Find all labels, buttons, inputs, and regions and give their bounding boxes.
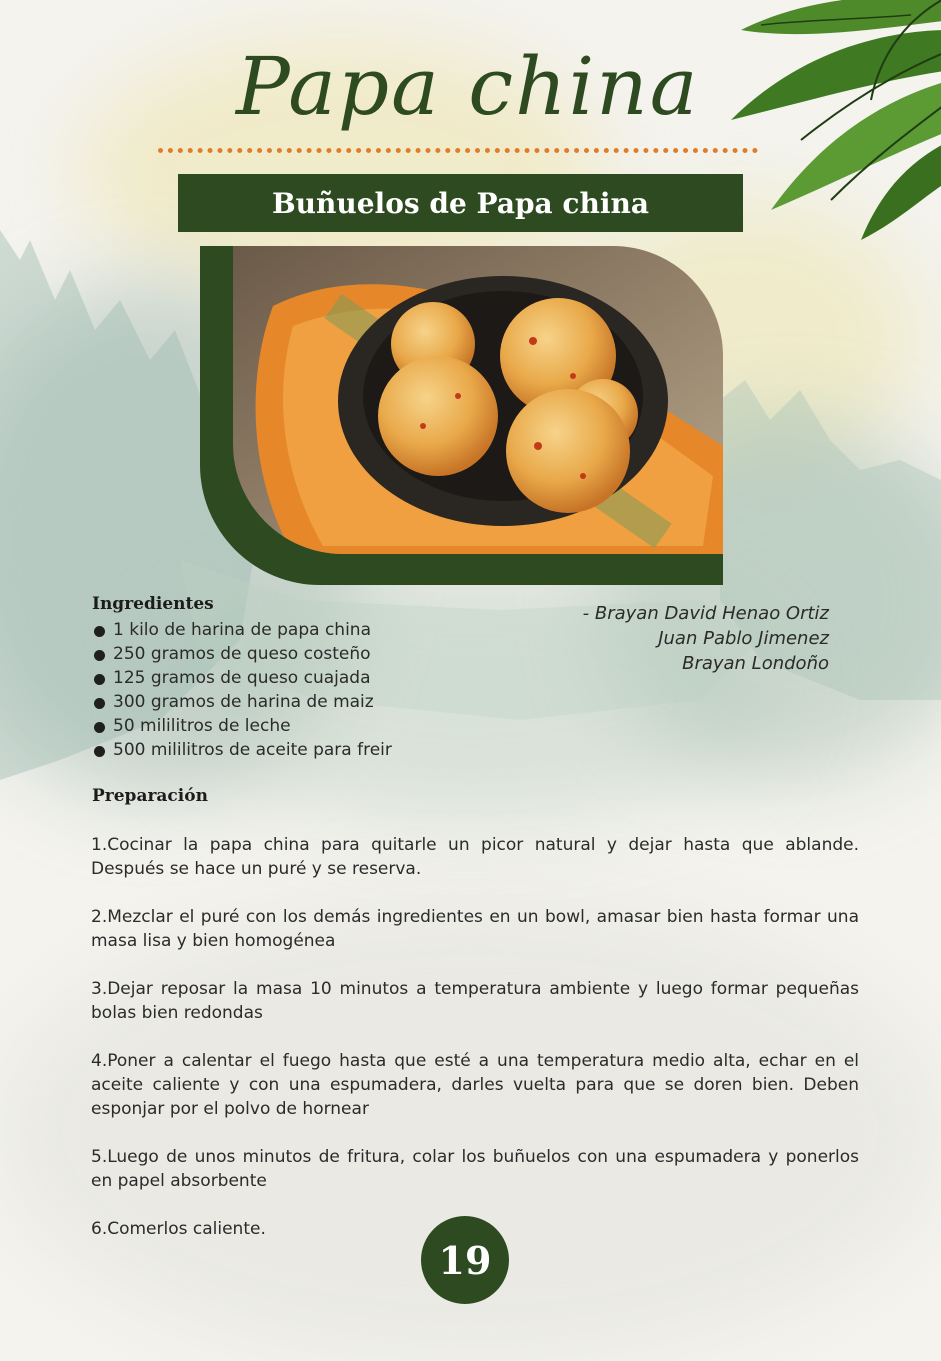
preparation-step: 4.Poner a calentar el fuego hasta que esté a una temperatura medio alta, echar en el aceite caliente y con una espumadera, darles vuelta para que se doren bien. Deben esponjar por el polvo de hornear bbox=[91, 1051, 859, 1119]
author-name: Juan Pablo Jimenez bbox=[658, 628, 829, 649]
bullet-icon bbox=[94, 626, 105, 637]
preparation-step: 1.Cocinar la papa china para quitarle un picor natural y dejar hasta que ablande. Después se hace un puré y se reserva. bbox=[91, 835, 859, 879]
preparation-steps bbox=[91, 833, 859, 1265]
authors-credit bbox=[583, 601, 829, 676]
ingredient-item: 300 gramos de harina de maiz bbox=[94, 690, 392, 714]
author-name: Brayan Londoño bbox=[682, 653, 829, 674]
ingredient-item: 50 mililitros de leche bbox=[94, 714, 392, 738]
page-number-badge bbox=[421, 1216, 509, 1304]
author-name: - Brayan David Henao Ortiz bbox=[582, 603, 829, 624]
bullet-icon bbox=[94, 674, 105, 685]
page-number: 19 bbox=[438, 1237, 492, 1283]
recipe-title-banner bbox=[178, 174, 743, 232]
ingredient-item: 1 kilo de harina de papa china bbox=[94, 618, 392, 642]
page-title: Papa china bbox=[236, 40, 700, 133]
preparation-heading: Preparación bbox=[92, 786, 208, 806]
ingredient-item: 500 mililitros de aceite para freir bbox=[94, 738, 392, 762]
bunuelos-illustration bbox=[233, 246, 723, 554]
preparation-step: 3.Dejar reposar la masa 10 minutos a temperatura ambiente y luego formar pequeñas bolas bien redondas bbox=[91, 979, 859, 1023]
recipe-title: Buñuelos de Papa china bbox=[272, 186, 649, 220]
bullet-icon bbox=[94, 746, 105, 757]
preparation-step: 5.Luego de unos minutos de fritura, colar los buñuelos con una espumadera y ponerlos en papel absorbente bbox=[91, 1147, 859, 1191]
bullet-icon bbox=[94, 650, 105, 661]
ingredient-item: 125 gramos de queso cuajada bbox=[94, 666, 392, 690]
ingredients-list bbox=[94, 618, 392, 762]
preparation-step: 6.Comerlos caliente. bbox=[91, 1219, 266, 1239]
bullet-icon bbox=[94, 722, 105, 733]
ingredients-heading: Ingredientes bbox=[92, 594, 214, 614]
preparation-step: 2.Mezclar el puré con los demás ingredientes en un bowl, amasar bien hasta formar una masa lisa y bien homogénea bbox=[91, 907, 859, 951]
ingredient-item: 250 gramos de queso costeño bbox=[94, 642, 392, 666]
dotted-divider bbox=[158, 148, 758, 153]
bullet-icon bbox=[94, 698, 105, 709]
bunuelos-photo bbox=[233, 246, 723, 554]
